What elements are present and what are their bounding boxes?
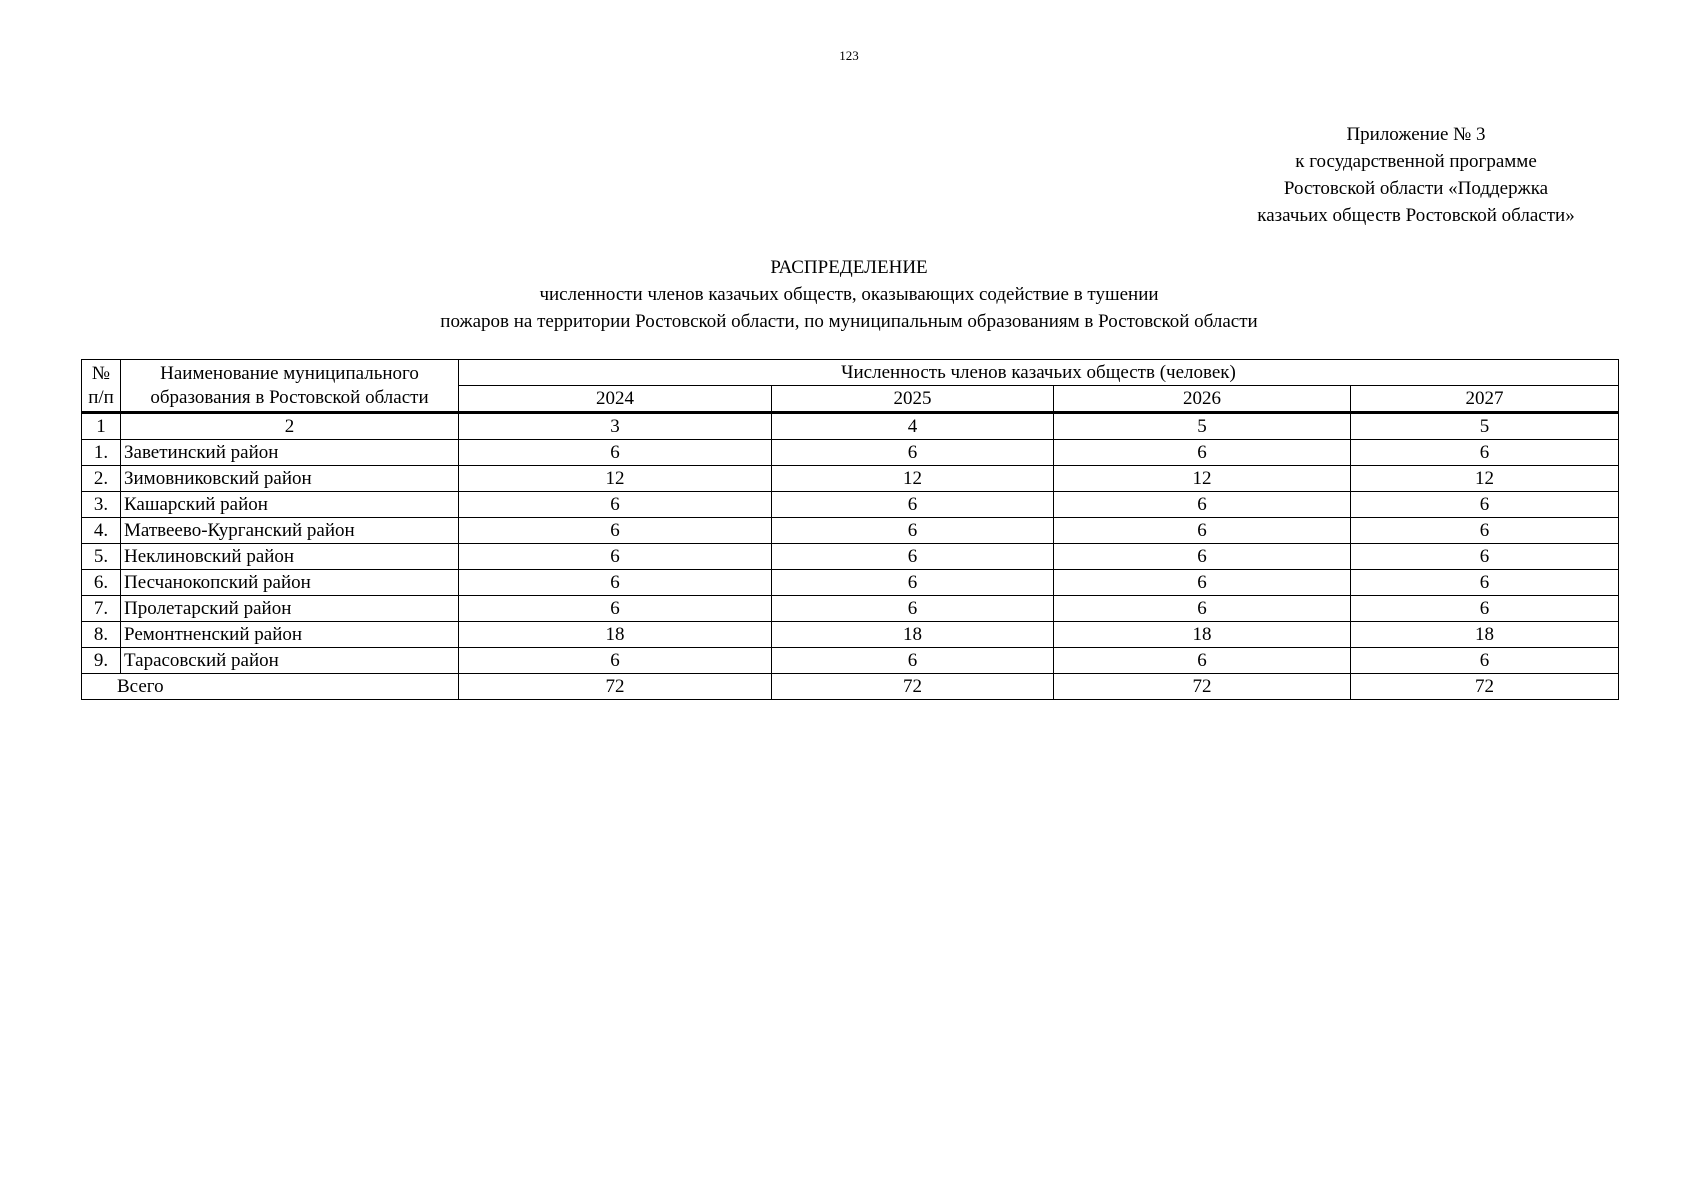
column-number-cell: 5: [1054, 413, 1351, 440]
table-row: [82, 492, 1619, 518]
row-number-cell: 3.: [82, 492, 121, 518]
value-cell: 12: [1351, 466, 1619, 492]
value-cell: 6: [1351, 492, 1619, 518]
table-row: [82, 570, 1619, 596]
header-num-line: №: [91, 362, 111, 384]
value-cell: 6: [1351, 596, 1619, 622]
value-cell: 12: [772, 466, 1054, 492]
appendix-line: Приложение № 3: [1346, 124, 1486, 145]
row-number-cell: 5.: [82, 544, 121, 570]
value-cell: 6: [1351, 648, 1619, 674]
municipality-name-cell: Кашарский район: [121, 492, 459, 518]
value-cell: 6: [459, 544, 772, 570]
total-label-cell: Всего: [82, 674, 459, 700]
municipality-name-cell: Ремонтненский район: [121, 622, 459, 648]
header-num-cell: [82, 360, 121, 413]
row-number-cell: 2.: [82, 466, 121, 492]
header-year-cell: 2027: [1351, 386, 1619, 413]
value-cell: 18: [1054, 622, 1351, 648]
appendix-line: Ростовской области «Поддержка: [1283, 178, 1549, 199]
value-cell: 6: [1351, 440, 1619, 466]
header-group-cell: Численность членов казачьих обществ (человек): [459, 360, 1619, 386]
row-number-cell: 9.: [82, 648, 121, 674]
value-cell: 6: [772, 492, 1054, 518]
value-cell: 6: [772, 570, 1054, 596]
table-row: [82, 466, 1619, 492]
heading-subtitle-line: численности членов казачьих обществ, оказывающих содействие в тушении: [539, 284, 1159, 305]
appendix-line: к государственной программе: [1295, 151, 1537, 172]
value-cell: 18: [1351, 622, 1619, 648]
value-cell: 18: [772, 622, 1054, 648]
table-row: [82, 440, 1619, 466]
document-heading: [0, 254, 1698, 335]
total-value-cell: 72: [1054, 674, 1351, 700]
page-number: 123: [839, 48, 859, 63]
municipality-name-cell: Тарасовский район: [121, 648, 459, 674]
municipality-name-cell: Пролетарский район: [121, 596, 459, 622]
header-num-line: п/п: [88, 386, 114, 408]
value-cell: 6: [1054, 596, 1351, 622]
value-cell: 6: [1351, 518, 1619, 544]
value-cell: 6: [772, 440, 1054, 466]
row-number-cell: 1.: [82, 440, 121, 466]
value-cell: 6: [459, 440, 772, 466]
table-header-row: [82, 360, 1619, 386]
column-number-cell: 5: [1351, 413, 1619, 440]
distribution-table: [81, 359, 1619, 700]
value-cell: 6: [459, 596, 772, 622]
value-cell: 6: [1054, 570, 1351, 596]
header-name-cell: [121, 360, 459, 413]
header-name-line: Наименование муниципального: [160, 362, 419, 384]
total-value-cell: 72: [772, 674, 1054, 700]
row-number-cell: 6.: [82, 570, 121, 596]
value-cell: 6: [459, 648, 772, 674]
header-year-cell: 2026: [1054, 386, 1351, 413]
value-cell: 18: [459, 622, 772, 648]
table-row: [82, 518, 1619, 544]
heading-subtitle-line: пожаров на территории Ростовской области, по муниципальным образованиям в Ростовской области: [440, 311, 1258, 332]
table-body: [82, 360, 1619, 700]
value-cell: 12: [459, 466, 772, 492]
column-number-cell: 3: [459, 413, 772, 440]
heading-title: РАСПРЕДЕЛЕНИЕ: [770, 257, 928, 278]
value-cell: 6: [772, 596, 1054, 622]
value-cell: 6: [1351, 544, 1619, 570]
value-cell: 6: [1054, 648, 1351, 674]
total-value-cell: 72: [459, 674, 772, 700]
column-numbers-row: [82, 413, 1619, 440]
value-cell: 6: [459, 492, 772, 518]
municipality-name-cell: Заветинский район: [121, 440, 459, 466]
value-cell: 6: [1054, 440, 1351, 466]
value-cell: 6: [1351, 570, 1619, 596]
municipality-name-cell: Песчанокопский район: [121, 570, 459, 596]
value-cell: 6: [459, 518, 772, 544]
column-number-cell: 1: [82, 413, 121, 440]
value-cell: 6: [1054, 518, 1351, 544]
appendix-block: [1236, 121, 1596, 229]
appendix-line: казачьих обществ Ростовской области»: [1257, 205, 1575, 226]
row-number-cell: 8.: [82, 622, 121, 648]
row-number-cell: 4.: [82, 518, 121, 544]
municipality-name-cell: Матвеево-Курганский район: [121, 518, 459, 544]
header-name-line: образования в Ростовской области: [150, 386, 429, 408]
municipality-name-cell: Неклиновский район: [121, 544, 459, 570]
table-row: [82, 648, 1619, 674]
table-row: [82, 596, 1619, 622]
table-row: [82, 544, 1619, 570]
value-cell: 6: [459, 570, 772, 596]
total-row: [82, 674, 1619, 700]
header-year-cell: 2025: [772, 386, 1054, 413]
value-cell: 6: [772, 648, 1054, 674]
value-cell: 6: [772, 518, 1054, 544]
value-cell: 6: [1054, 492, 1351, 518]
value-cell: 12: [1054, 466, 1351, 492]
table-row: [82, 622, 1619, 648]
column-number-cell: 4: [772, 413, 1054, 440]
value-cell: 6: [1054, 544, 1351, 570]
header-year-cell: 2024: [459, 386, 772, 413]
row-number-cell: 7.: [82, 596, 121, 622]
municipality-name-cell: Зимовниковский район: [121, 466, 459, 492]
value-cell: 6: [772, 544, 1054, 570]
total-value-cell: 72: [1351, 674, 1619, 700]
column-number-cell: 2: [121, 413, 459, 440]
